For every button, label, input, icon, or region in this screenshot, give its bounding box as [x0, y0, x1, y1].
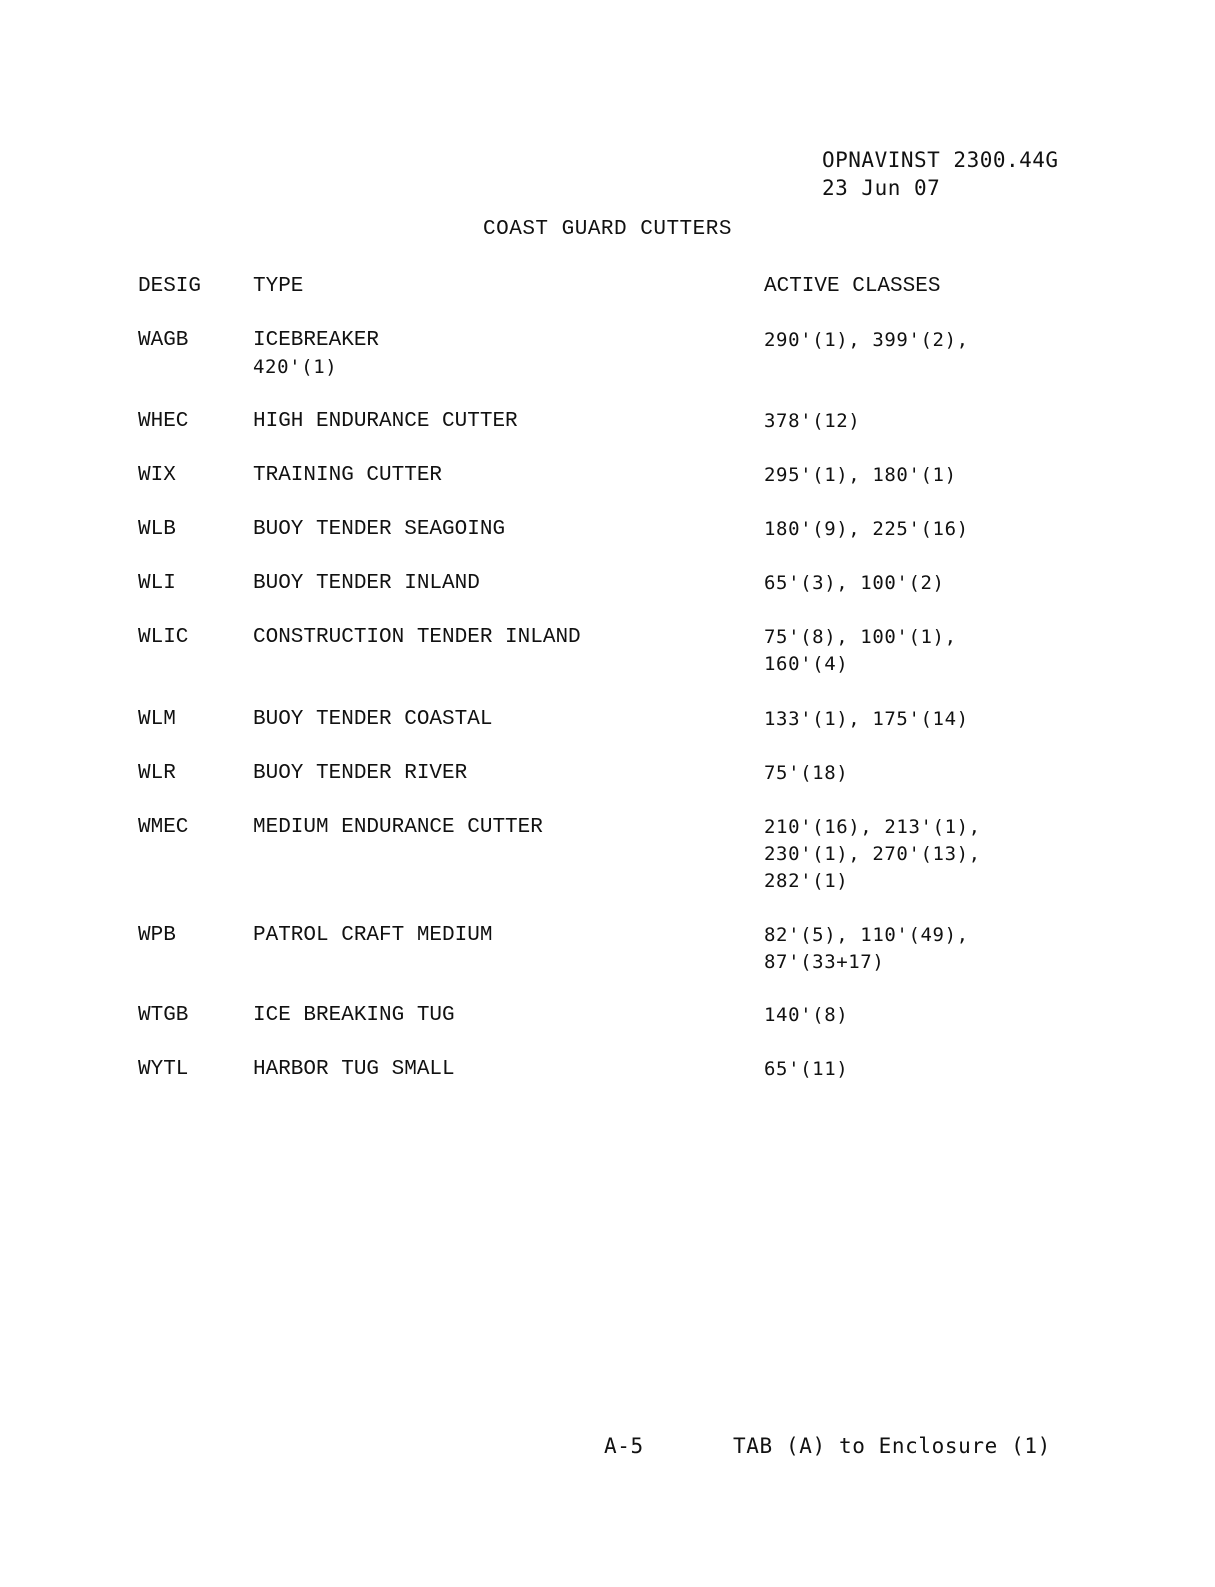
row-active-classes	[764, 1056, 848, 1083]
enclosure-reference: TAB (A) to Enclosure (1)	[733, 1434, 1051, 1458]
row-type	[253, 760, 467, 787]
row-type	[253, 327, 379, 381]
row-active-classes	[764, 760, 848, 787]
active-class-line: 82'(5), 110'(49),	[764, 924, 969, 946]
row-desig: WLB	[138, 518, 176, 541]
active-class-line: 140'(8)	[764, 1004, 849, 1026]
active-class-line: 133'(1), 175'(14)	[764, 708, 969, 730]
row-type-line: BUOY TENDER RIVER	[253, 762, 468, 785]
row-type-line: BUOY TENDER SEAGOING	[253, 518, 506, 541]
row-desig: WYTL	[138, 1058, 189, 1081]
active-class-line: 290'(1), 399'(2),	[764, 329, 969, 351]
row-type-line: TRAINING CUTTER	[253, 464, 443, 487]
row-active-classes	[764, 408, 860, 435]
document-header	[822, 146, 1059, 202]
row-active-classes	[764, 570, 945, 597]
row-type-line: HARBOR TUG SMALL	[253, 1058, 455, 1081]
row-type-line: ICE BREAKING TUG	[253, 1004, 455, 1027]
row-type	[253, 814, 543, 841]
page-number: A-5	[604, 1434, 644, 1458]
row-type	[253, 1002, 455, 1029]
column-header-desig: DESIG	[138, 275, 202, 298]
row-type-line: HIGH ENDURANCE CUTTER	[253, 410, 518, 433]
row-desig: WHEC	[138, 410, 189, 433]
row-type	[253, 408, 518, 435]
row-type-line: ICEBREAKER	[253, 329, 380, 352]
instruction-number: OPNAVINST 2300.44G	[822, 148, 1059, 172]
row-desig: WLI	[138, 572, 176, 595]
row-type-line: MEDIUM ENDURANCE CUTTER	[253, 816, 543, 839]
row-desig: WPB	[138, 924, 176, 947]
column-header-type: TYPE	[253, 275, 304, 298]
row-active-classes	[764, 516, 969, 543]
active-class-line: 210'(16), 213'(1),	[764, 816, 981, 838]
row-desig: WAGB	[138, 329, 189, 352]
row-type-line-continued: 420'(1)	[253, 356, 338, 378]
active-class-line: 230'(1), 270'(13),	[764, 843, 981, 865]
row-type-line: PATROL CRAFT MEDIUM	[253, 924, 493, 947]
row-desig: WLM	[138, 708, 176, 731]
row-type	[253, 706, 492, 733]
active-class-line: 180'(9), 225'(16)	[764, 518, 969, 540]
active-class-line: 87'(33+17)	[764, 951, 885, 973]
row-type-line: CONSTRUCTION TENDER INLAND	[253, 626, 581, 649]
row-active-classes	[764, 706, 969, 733]
active-class-line: 65'(3), 100'(2)	[764, 572, 945, 594]
row-active-classes	[764, 814, 981, 895]
row-type-line: BUOY TENDER INLAND	[253, 572, 480, 595]
active-class-line: 75'(8), 100'(1),	[764, 626, 957, 648]
row-type	[253, 922, 492, 949]
column-header-classes: ACTIVE CLASSES	[764, 275, 941, 298]
row-active-classes	[764, 922, 969, 976]
active-class-line: 282'(1)	[764, 870, 849, 892]
active-class-line: 378'(12)	[764, 410, 861, 432]
active-class-line: 75'(18)	[764, 762, 849, 784]
row-active-classes	[764, 327, 969, 354]
active-class-line: 160'(4)	[764, 653, 849, 675]
row-type	[253, 516, 505, 543]
row-type	[253, 1056, 455, 1083]
row-active-classes	[764, 1002, 848, 1029]
row-active-classes	[764, 462, 957, 489]
row-desig: WTGB	[138, 1004, 189, 1027]
row-desig: WIX	[138, 464, 176, 487]
row-type	[253, 570, 480, 597]
row-desig: WLIC	[138, 626, 189, 649]
row-desig: WMEC	[138, 816, 189, 839]
row-desig: WLR	[138, 762, 176, 785]
row-type	[253, 624, 581, 651]
active-class-line: 65'(11)	[764, 1058, 849, 1080]
row-type	[253, 462, 442, 489]
document-date: 23 Jun 07	[822, 176, 941, 200]
active-class-line: 295'(1), 180'(1)	[764, 464, 957, 486]
row-type-line: BUOY TENDER COASTAL	[253, 708, 493, 731]
page-title: COAST GUARD CUTTERS	[483, 218, 732, 241]
row-active-classes	[764, 624, 957, 678]
